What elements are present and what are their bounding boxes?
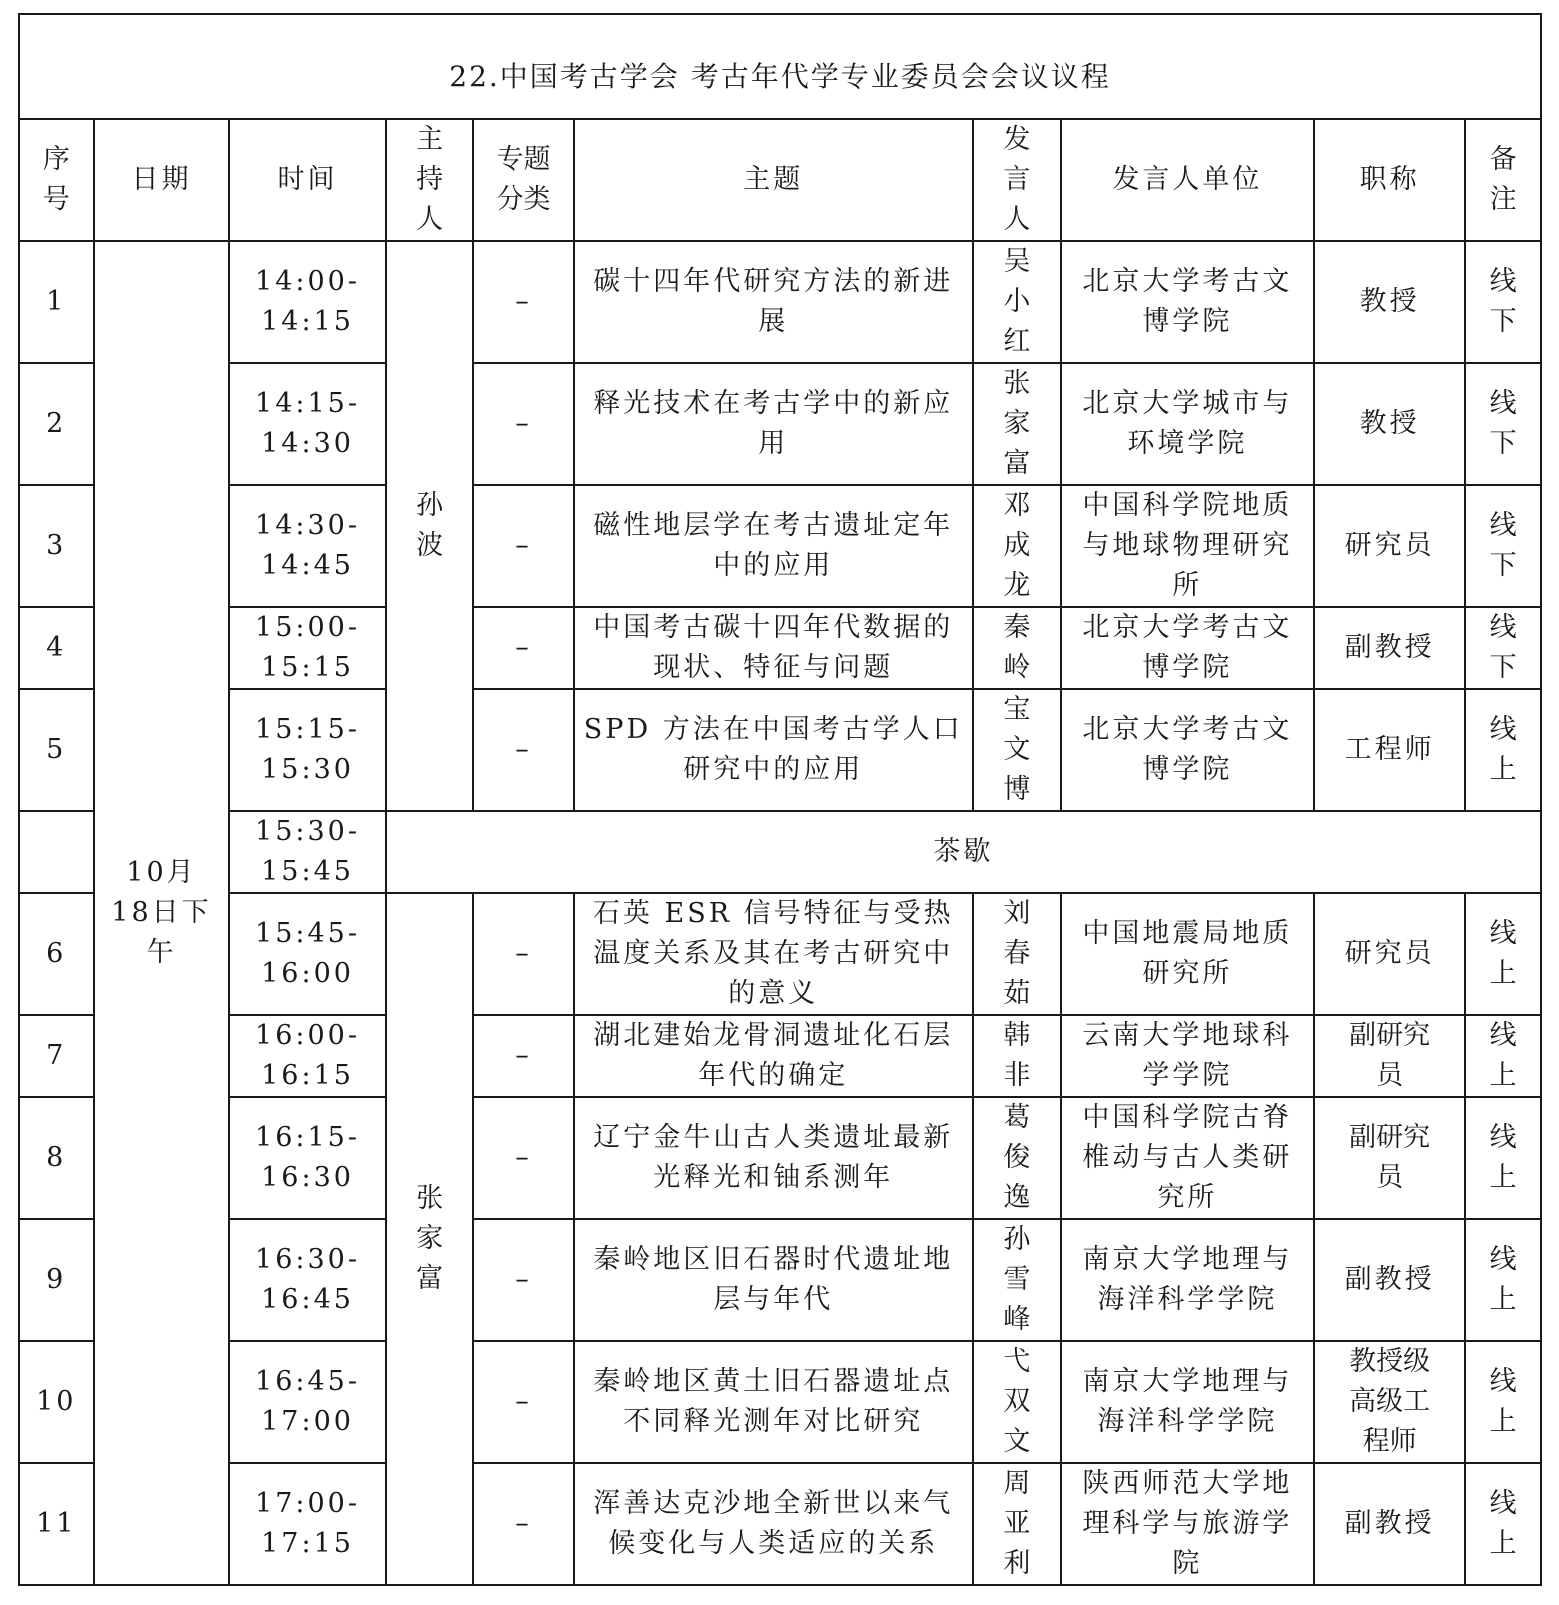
row-speaker: 吴小红 — [973, 241, 1061, 363]
row-category: – — [473, 893, 573, 1015]
row-unit: 中国科学院地质与地球物理研究所 — [1061, 485, 1314, 607]
row-unit: 中国科学院古脊椎动与古人类研究所 — [1061, 1097, 1314, 1219]
row-time: 15:00-15:15 — [229, 607, 385, 689]
header-time: 时间 — [229, 119, 385, 241]
row-rank: 副研究员 — [1314, 1097, 1465, 1219]
row-unit: 南京大学地理与海洋科学学院 — [1061, 1219, 1314, 1341]
row-time: 15:45-16:00 — [229, 893, 385, 1015]
row-unit: 北京大学城市与环境学院 — [1061, 363, 1314, 485]
table-row — [19, 1463, 1541, 1585]
row-remark: 线上 — [1465, 893, 1541, 1015]
header-row — [19, 119, 1541, 241]
row-topic: 磁性地层学在考古遗址定年中的应用 — [574, 485, 973, 607]
row-topic: SPD 方法在中国考古学人口研究中的应用 — [574, 689, 973, 811]
header-topic: 主题 — [574, 119, 973, 241]
row-seq: 10 — [19, 1341, 94, 1463]
row-remark: 线上 — [1465, 689, 1541, 811]
row-speaker: 葛俊逸 — [973, 1097, 1061, 1219]
row-topic: 浑善达克沙地全新世以来气候变化与人类适应的关系 — [574, 1463, 973, 1585]
row-time: 17:00-17:15 — [229, 1463, 385, 1585]
row-seq: 5 — [19, 689, 94, 811]
table-row — [19, 1097, 1541, 1219]
row-category: – — [473, 241, 573, 363]
host-cell: 张家富 — [386, 893, 474, 1585]
header-remark: 备注 — [1465, 119, 1541, 241]
row-rank: 研究员 — [1314, 485, 1465, 607]
row-category: – — [473, 689, 573, 811]
row-seq: 11 — [19, 1463, 94, 1585]
row-remark: 线下 — [1465, 607, 1541, 689]
agenda-sheet — [18, 13, 1542, 1586]
row-time: 14:15-14:30 — [229, 363, 385, 485]
row-time: 14:00-14:15 — [229, 241, 385, 363]
row-speaker: 周亚利 — [973, 1463, 1061, 1585]
row-seq: 8 — [19, 1097, 94, 1219]
break-label: 茶歇 — [386, 811, 1541, 893]
row-remark: 线上 — [1465, 1097, 1541, 1219]
row-rank: 教授 — [1314, 241, 1465, 363]
row-category: – — [473, 1097, 573, 1219]
table-row — [19, 485, 1541, 607]
row-remark: 线下 — [1465, 485, 1541, 607]
row-rank: 副研究员 — [1314, 1015, 1465, 1097]
row-remark: 线下 — [1465, 241, 1541, 363]
row-speaker: 秦岭 — [973, 607, 1061, 689]
row-topic: 释光技术在考古学中的新应用 — [574, 363, 973, 485]
break-row — [19, 811, 1541, 893]
row-time: 16:30-16:45 — [229, 1219, 385, 1341]
row-speaker: 邓成龙 — [973, 485, 1061, 607]
row-seq: 3 — [19, 485, 94, 607]
row-remark: 线下 — [1465, 363, 1541, 485]
row-speaker: 韩非 — [973, 1015, 1061, 1097]
header-category: 专题分类 — [473, 119, 573, 241]
row-seq: 4 — [19, 607, 94, 689]
table-row — [19, 1341, 1541, 1463]
row-topic: 湖北建始龙骨洞遗址化石层年代的确定 — [574, 1015, 973, 1097]
row-topic: 中国考古碳十四年代数据的现状、特征与问题 — [574, 607, 973, 689]
row-seq: 6 — [19, 893, 94, 1015]
table-row — [19, 363, 1541, 485]
row-remark: 线上 — [1465, 1219, 1541, 1341]
header-date: 日期 — [94, 119, 230, 241]
row-rank: 副教授 — [1314, 607, 1465, 689]
row-speaker: 弋双文 — [973, 1341, 1061, 1463]
host-cell: 孙波 — [386, 241, 474, 811]
agenda-table — [18, 13, 1542, 1586]
row-topic: 辽宁金牛山古人类遗址最新光释光和铀系测年 — [574, 1097, 973, 1219]
row-seq: 7 — [19, 1015, 94, 1097]
break-seq — [19, 811, 94, 893]
row-unit: 北京大学考古文博学院 — [1061, 689, 1314, 811]
table-row — [19, 607, 1541, 689]
row-speaker: 张家富 — [973, 363, 1061, 485]
row-time: 16:00-16:15 — [229, 1015, 385, 1097]
row-remark: 线上 — [1465, 1015, 1541, 1097]
row-rank: 教授级高级工程师 — [1314, 1341, 1465, 1463]
row-category: – — [473, 363, 573, 485]
row-seq: 9 — [19, 1219, 94, 1341]
row-unit: 中国地震局地质研究所 — [1061, 893, 1314, 1015]
row-category: – — [473, 1015, 573, 1097]
agenda-title: 22.中国考古学会 考古年代学专业委员会会议议程 — [19, 14, 1541, 119]
row-category: – — [473, 1341, 573, 1463]
header-seq: 序号 — [19, 119, 94, 241]
row-speaker: 宝文博 — [973, 689, 1061, 811]
row-category: – — [473, 485, 573, 607]
row-time: 16:45-17:00 — [229, 1341, 385, 1463]
row-rank: 副教授 — [1314, 1219, 1465, 1341]
header-rank: 职称 — [1314, 119, 1465, 241]
row-unit: 北京大学考古文博学院 — [1061, 607, 1314, 689]
row-topic: 秦岭地区旧石器时代遗址地层与年代 — [574, 1219, 973, 1341]
row-unit: 南京大学地理与海洋科学学院 — [1061, 1341, 1314, 1463]
row-seq: 2 — [19, 363, 94, 485]
row-rank: 教授 — [1314, 363, 1465, 485]
row-time: 14:30-14:45 — [229, 485, 385, 607]
row-category: – — [473, 1219, 573, 1341]
row-category: – — [473, 607, 573, 689]
break-time: 15:30-15:45 — [229, 811, 385, 893]
row-remark: 线上 — [1465, 1341, 1541, 1463]
header-unit: 发言人单位 — [1061, 119, 1314, 241]
row-unit: 北京大学考古文博学院 — [1061, 241, 1314, 363]
table-row — [19, 241, 1541, 363]
table-row — [19, 893, 1541, 1015]
session-date: 10月18日下午 — [94, 241, 230, 1585]
header-host: 主持人 — [386, 119, 474, 241]
row-rank: 研究员 — [1314, 893, 1465, 1015]
row-speaker: 孙雪峰 — [973, 1219, 1061, 1341]
table-row — [19, 689, 1541, 811]
table-row — [19, 1219, 1541, 1341]
row-speaker: 刘春茹 — [973, 893, 1061, 1015]
row-rank: 工程师 — [1314, 689, 1465, 811]
row-time: 16:15-16:30 — [229, 1097, 385, 1219]
row-rank: 副教授 — [1314, 1463, 1465, 1585]
row-topic: 秦岭地区黄土旧石器遗址点不同释光测年对比研究 — [574, 1341, 973, 1463]
row-unit: 云南大学地球科学学院 — [1061, 1015, 1314, 1097]
table-row — [19, 1015, 1541, 1097]
row-remark: 线上 — [1465, 1463, 1541, 1585]
row-unit: 陕西师范大学地理科学与旅游学院 — [1061, 1463, 1314, 1585]
row-topic: 碳十四年代研究方法的新进展 — [574, 241, 973, 363]
row-seq: 1 — [19, 241, 94, 363]
row-time: 15:15-15:30 — [229, 689, 385, 811]
row-category: – — [473, 1463, 573, 1585]
row-topic: 石英 ESR 信号特征与受热温度关系及其在考古研究中的意义 — [574, 893, 973, 1015]
header-speaker: 发言人 — [973, 119, 1061, 241]
